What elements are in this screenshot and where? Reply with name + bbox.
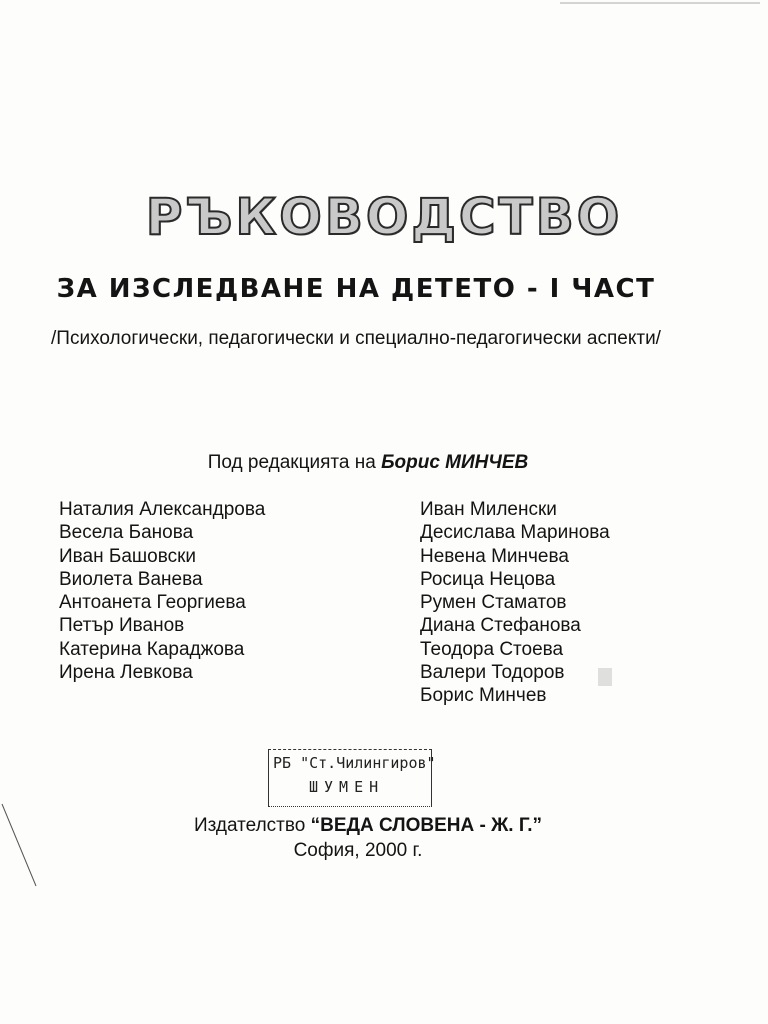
editor-line	[0, 452, 736, 474]
editor-prefix: Под редакцията на	[207, 452, 376, 473]
author-name: Десислава Маринова	[420, 522, 610, 544]
scan-speck	[598, 668, 612, 686]
document-title: РЪКОВОДСТВО	[145, 188, 623, 246]
author-name: Петър Иванов	[59, 615, 185, 637]
author-name: Иван Башовски	[59, 545, 197, 567]
city-year: София, 2000 г.	[293, 840, 423, 861]
aspects-line: /Психологически, педагогически и специално-педагогически аспекти/	[51, 328, 661, 349]
author-name: Весела Банова	[59, 522, 194, 544]
author-name: Наталия Александрова	[59, 499, 266, 520]
stamp-library-name: РБ "Ст.Чилингиров"	[273, 754, 436, 772]
publisher-prefix: Издателство	[193, 815, 306, 836]
publisher-name: “ВЕДА СЛОВЕНА - Ж. Г.”	[310, 815, 543, 836]
author-name: Невена Минчева	[420, 545, 569, 567]
author-name: Румен Стаматов	[420, 592, 567, 614]
library-stamp	[268, 749, 436, 807]
editor-name: Борис МИНЧЕВ	[381, 452, 529, 473]
author-name: Ирена Левкова	[59, 662, 193, 684]
author-name: Диана Стефанова	[420, 615, 581, 637]
scan-mark	[0, 800, 40, 890]
authors-right-column	[420, 498, 610, 708]
author-name: Теодора Стоева	[420, 638, 564, 660]
document-subtitle: ЗА ИЗСЛЕДВАНЕ НА ДЕТЕТО - I ЧАСТ	[56, 274, 656, 304]
publisher-line	[0, 815, 736, 837]
author-name: Борис Минчев	[420, 685, 547, 707]
author-name: Виолета Ванева	[59, 568, 203, 590]
author-name: Валери Тодоров	[420, 662, 565, 684]
stamp-city: ШУМЕН	[309, 778, 385, 796]
author-name: Антоанета Георгиева	[59, 592, 246, 614]
authors-left-column	[59, 498, 265, 684]
author-name: Катерина Караджова	[59, 638, 245, 660]
author-name: Росица Нецова	[420, 568, 556, 590]
author-name: Иван Миленски	[420, 499, 557, 520]
scan-speck	[560, 2, 760, 4]
